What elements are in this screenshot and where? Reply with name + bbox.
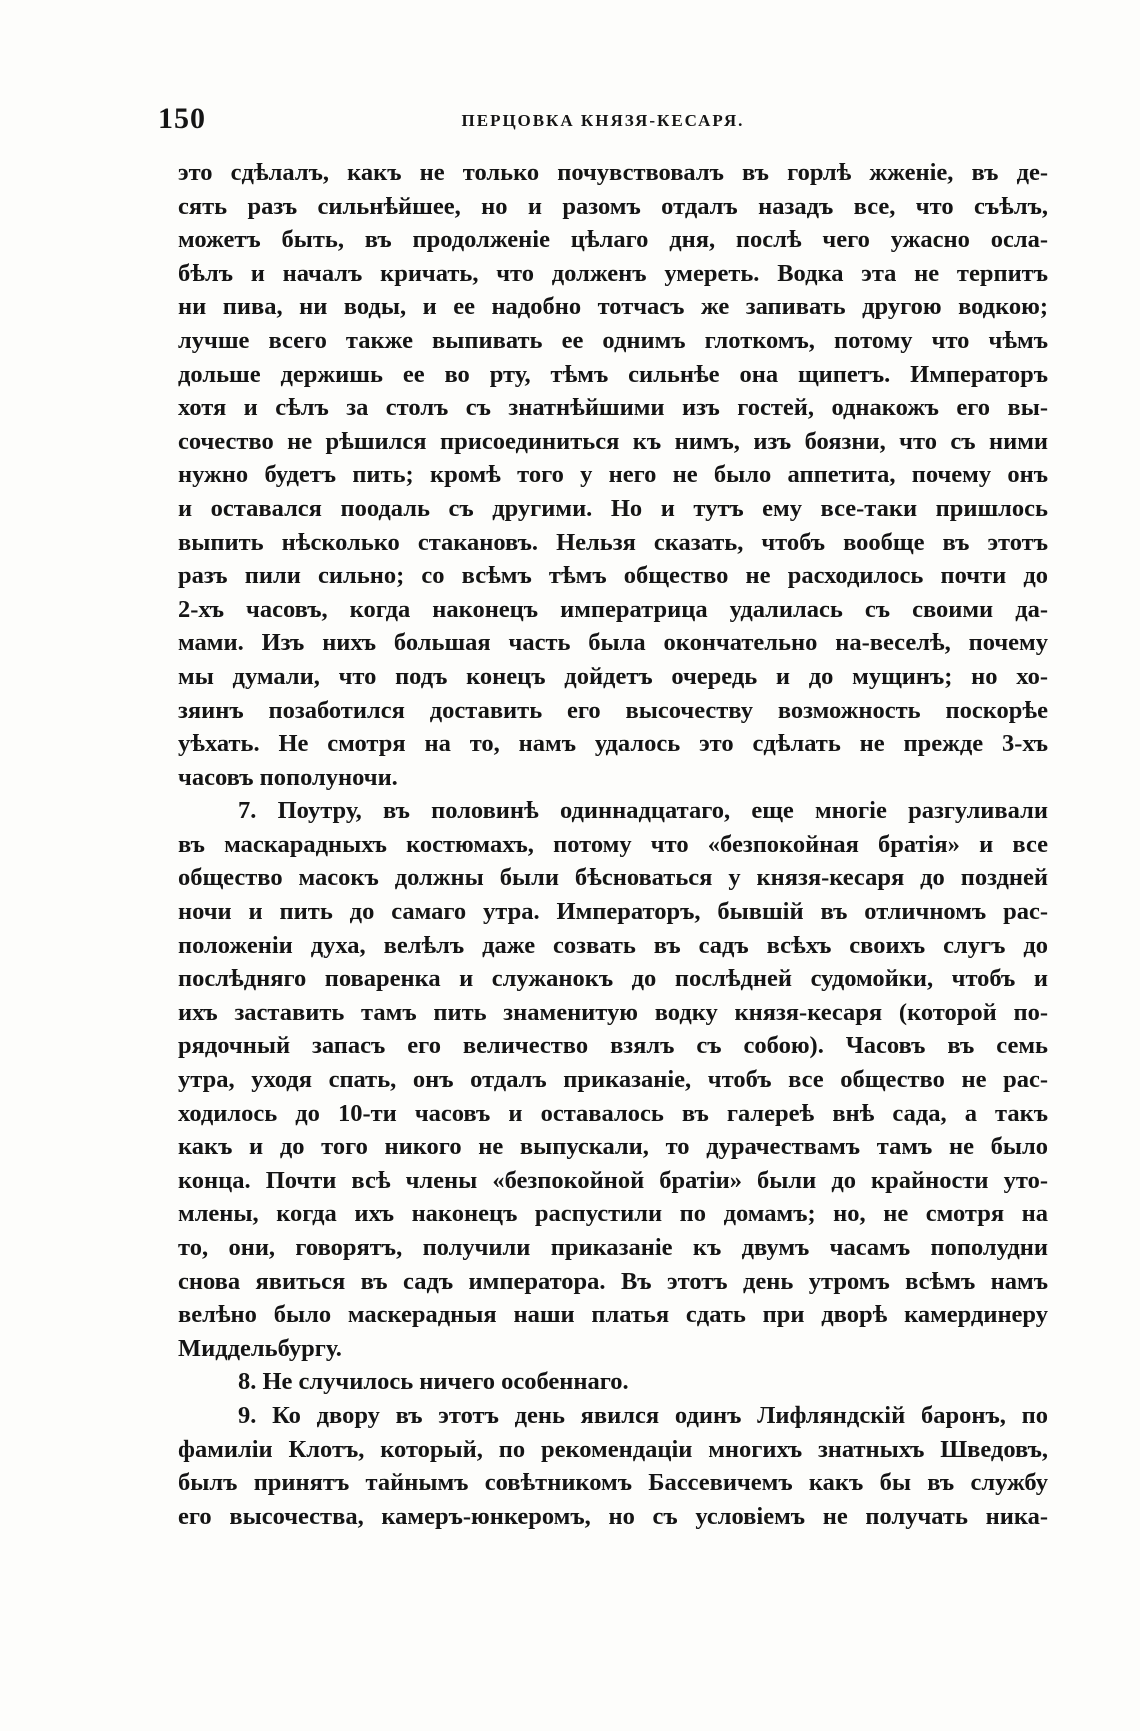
text-line: общество масокъ должны были бѣсноваться у князя-кесаря до поздней [178, 864, 1048, 892]
text-line: млены, когда ихъ наконецъ распустили по домамъ; но, не смотря на [178, 1200, 1048, 1228]
text-line: ни пива, ни воды, и ее надобно тотчасъ же запивать другою водкою; [178, 293, 1048, 321]
text-line: былъ принятъ тайнымъ совѣтникомъ Бассевичемъ какъ бы въ службу [178, 1469, 1048, 1497]
text-line: лучше всего также выпивать ее однимъ глоткомъ, потому что чѣмъ [178, 326, 1048, 354]
text-line: 2-хъ часовъ, когда наконецъ императрица удалилась съ своими да- [178, 595, 1048, 623]
paragraph-first-line: 7. Поутру, въ половинѣ одиннадцатаго, еще многіе разгуливали [238, 797, 1048, 825]
text-line: уѣхать. Не смотря на то, намъ удалось это сдѣлать не прежде 3-хъ [178, 730, 1048, 758]
text-line: можетъ быть, въ продолженіе цѣлаго дня, послѣ чего ужасно осла- [178, 226, 1048, 254]
paragraph-first-line: 9. Ко двору въ этотъ день явился одинъ Лифляндскій баронъ, по [238, 1401, 1048, 1429]
text-line: конца. Почти всѣ члены «безпокойной братіи» были до крайности уто- [178, 1166, 1048, 1194]
text-line: мами. Изъ нихъ большая часть была окончательно на-веселѣ, почему [178, 629, 1048, 657]
text-line: выпить нѣсколько стакановъ. Нельзя сказать, чтобъ вообще въ этотъ [178, 528, 1048, 556]
text-line: его высочества, камеръ-юнкеромъ, но съ условіемъ не получать ника- [178, 1502, 1048, 1530]
text-line: нужно будетъ пить; кромѣ того у него не было аппетита, почему онъ [178, 461, 1048, 489]
paragraph-single-line: 8. Не случилось ничего особеннаго. [238, 1368, 629, 1396]
text-line: дольше держишь ее во рту, тѣмъ сильнѣе она щипетъ. Императоръ [178, 360, 1048, 388]
text-line: ихъ заставить тамъ пить знаменитую водку князя-кесаря (которой по- [178, 998, 1048, 1026]
text-line: положеніи духа, велѣлъ даже созвать въ садъ всѣхъ своихъ слугъ до [178, 931, 1048, 959]
running-title: ПЕРЦОВКА КНЯЗЯ-КЕСАРЯ. [461, 111, 745, 130]
text-line: бѣлъ и началъ кричать, что долженъ умереть. Водка эта не терпитъ [178, 259, 1048, 287]
paragraph-end-line: Миддельбургу. [178, 1334, 342, 1362]
text-line: утра, уходя спать, онъ отдалъ приказаніе, чтобъ все общество не рас- [178, 1066, 1048, 1094]
text-line: то, они, говорятъ, получили приказаніе къ двумъ часамъ пополудни [178, 1234, 1048, 1261]
text-line: мы думали, что подъ конецъ дойдетъ очередь и до мущинъ; но хо- [178, 662, 1048, 690]
text-line: зяинъ позаботился доставить его высочеству возможность поскорѣе [178, 696, 1048, 724]
text-line: сочество не рѣшился присоединиться къ нимъ, изъ боязни, что съ ними [178, 427, 1048, 455]
page-header [158, 102, 1048, 142]
text-line: ночи и пить до самаго утра. Императоръ, бывшій въ отличномъ рас- [178, 898, 1048, 926]
body-text [178, 156, 1048, 1533]
text-line: велѣно было маскерадныя наши платья сдать при дворѣ камердинеру [178, 1301, 1048, 1329]
text-line: фамиліи Клотъ, который, по рекомендаціи многихъ знатныхъ Шведовъ, [178, 1435, 1048, 1463]
text-line: снова явиться въ садъ императора. Въ этотъ день утромъ всѣмъ намъ [178, 1267, 1048, 1295]
text-line: послѣдняго поваренка и служанокъ до послѣдней судомойки, чтобъ и [178, 965, 1048, 993]
text-line: сять разъ сильнѣйшее, но и разомъ отдалъ назадъ все, что съѣлъ, [178, 192, 1048, 220]
text-line: это сдѣлалъ, какъ не только почувствовалъ въ горлѣ жженіе, въ де- [178, 159, 1048, 186]
page-number: 150 [158, 102, 206, 135]
text-line: ходилось до 10-ти часовъ и оставалось въ галереѣ внѣ сада, а такъ [178, 1099, 1048, 1127]
text-line: и оставался поодаль съ другими. Но и тутъ ему все-таки пришлось [178, 494, 1048, 522]
text-line: какъ и до того никого не выпускали, то дурачествамъ тамъ не было [178, 1133, 1048, 1161]
text-line: рядочный запасъ его величество взялъ съ собою). Часовъ въ семь [178, 1032, 1048, 1060]
text-line: хотя и сѣлъ за столъ съ знатнѣйшими изъ гостей, однакожъ его вы- [178, 394, 1048, 422]
text-line: разъ пили сильно; со всѣмъ тѣмъ общество не расходилось почти до [178, 562, 1048, 590]
text-line: въ маскарадныхъ костюмахъ, потому что «безпокойная братія» и все [178, 830, 1048, 858]
paragraph-end-line: часовъ пополуночи. [178, 763, 398, 791]
